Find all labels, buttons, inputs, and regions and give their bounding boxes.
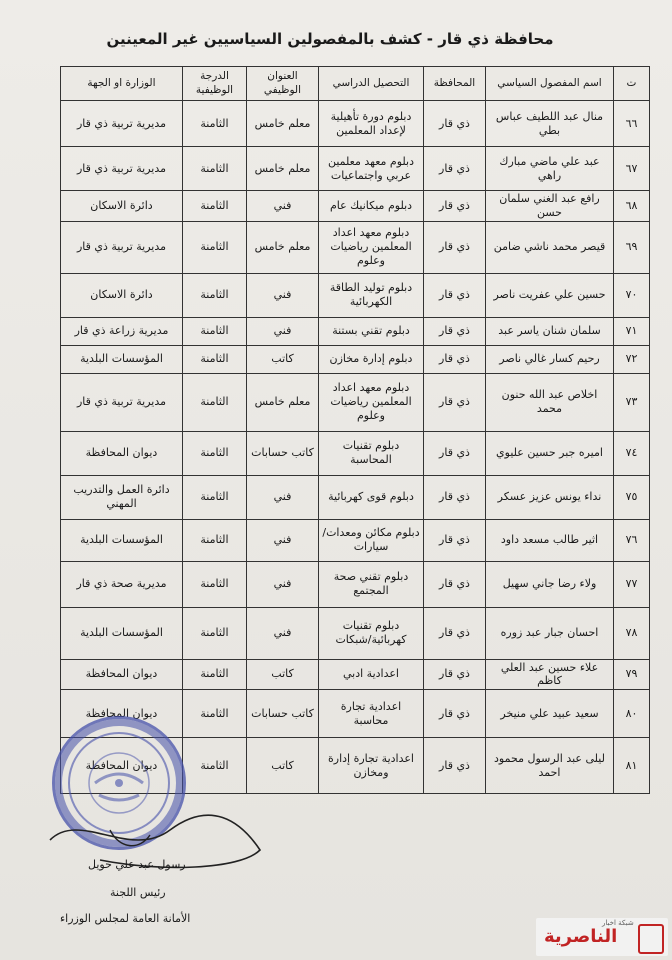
cell-governorate: ذي قار (424, 607, 486, 659)
cell-grade: الثامنة (183, 659, 247, 690)
table-row (61, 345, 650, 373)
cell-seq: ٧٨ (614, 607, 650, 659)
cell-grade: الثامنة (183, 101, 247, 147)
header-ministry: الوزارة او الجهة (61, 67, 183, 101)
cell-seq: ٧٣ (614, 373, 650, 431)
cell-seq: ٦٨ (614, 191, 650, 222)
cell-job-title: معلم خامس (247, 147, 319, 191)
cell-grade: الثامنة (183, 431, 247, 475)
cell-governorate: ذي قار (424, 373, 486, 431)
cell-grade: الثامنة (183, 273, 247, 317)
cell-seq: ٧٧ (614, 561, 650, 607)
watermark-brand: الناصرية (544, 926, 618, 947)
cell-name: عبد علي ماضي مبارك راهي (486, 147, 614, 191)
signature-role: رئيس اللجنة (110, 886, 166, 899)
cell-ministry: المؤسسات البلدية (61, 607, 183, 659)
cell-education: دبلوم تقني بستنة (319, 317, 424, 345)
cell-governorate: ذي قار (424, 475, 486, 519)
cell-education: اعدادية ادبي (319, 659, 424, 690)
cell-grade: الثامنة (183, 738, 247, 794)
cell-name: نداء يونس عزيز عسكر (486, 475, 614, 519)
cell-name: ليلى عبد الرسول محمود احمد (486, 738, 614, 794)
cell-job-title: فني (247, 191, 319, 222)
cell-education: دبلوم قوى كهربائية (319, 475, 424, 519)
cell-grade: الثامنة (183, 221, 247, 273)
cell-governorate: ذي قار (424, 317, 486, 345)
cell-seq: ٦٩ (614, 221, 650, 273)
cell-education: اعدادية تجارة محاسبة (319, 690, 424, 738)
cell-job-title: كاتب (247, 345, 319, 373)
cell-education: دبلوم معهد معلمين عربي واجتماعيات (319, 147, 424, 191)
table-row (61, 191, 650, 222)
cell-governorate: ذي قار (424, 431, 486, 475)
cell-ministry: مديرية تربية ذي قار (61, 147, 183, 191)
cell-name: رافع عبد الغني سلمان حسن (486, 191, 614, 222)
cell-name: اخلاص عبد الله حنون محمد (486, 373, 614, 431)
cell-seq: ٦٧ (614, 147, 650, 191)
cell-ministry: المؤسسات البلدية (61, 345, 183, 373)
cell-governorate: ذي قار (424, 690, 486, 738)
cell-seq: ٧١ (614, 317, 650, 345)
cell-ministry: مديرية زراعة ذي قار (61, 317, 183, 345)
cell-education: دبلوم تقنيات كهربائية/شبكات (319, 607, 424, 659)
cell-name: ولاء رضا جاني سهيل (486, 561, 614, 607)
cell-governorate: ذي قار (424, 101, 486, 147)
cell-grade: الثامنة (183, 345, 247, 373)
table-row (61, 561, 650, 607)
cell-education: دبلوم إدارة مخازن (319, 345, 424, 373)
cell-ministry: مديرية تربية ذي قار (61, 373, 183, 431)
cell-name: منال عبد اللطيف عباس بطي (486, 101, 614, 147)
table-row (61, 607, 650, 659)
cell-education: دبلوم دورة تأهيلية لإعداد المعلمين (319, 101, 424, 147)
cell-seq: ٧٤ (614, 431, 650, 475)
cell-name: حسين علي عفريت ناصر (486, 273, 614, 317)
cell-seq: ٧٦ (614, 519, 650, 561)
header-grade: الدرجة الوظيفية (183, 67, 247, 101)
signature-organization: الأمانة العامة لمجلس الوزراء (60, 912, 191, 925)
cell-education: دبلوم معهد اعداد المعلمين رياضيات وعلوم (319, 373, 424, 431)
cell-seq: ٦٦ (614, 101, 650, 147)
cell-name: اثير طالب مسعد داود (486, 519, 614, 561)
cell-governorate: ذي قار (424, 273, 486, 317)
table-row (61, 373, 650, 431)
cell-name: رحيم كسار غالي ناصر (486, 345, 614, 373)
cell-grade: الثامنة (183, 191, 247, 222)
cell-seq: ٨٠ (614, 690, 650, 738)
header-seq: ت (614, 67, 650, 101)
cell-seq: ٧٥ (614, 475, 650, 519)
cell-grade: الثامنة (183, 373, 247, 431)
cell-job-title: فني (247, 607, 319, 659)
cell-job-title: كاتب (247, 659, 319, 690)
table-row (61, 659, 650, 690)
cell-education: دبلوم معهد اعداد المعلمين رياضيات وعلوم (319, 221, 424, 273)
cell-ministry: مديرية تربية ذي قار (61, 101, 183, 147)
cell-job-title: فني (247, 317, 319, 345)
header-name: اسم المفصول السياسي (486, 67, 614, 101)
cell-ministry: مديرية تربية ذي قار (61, 221, 183, 273)
table-row (61, 101, 650, 147)
cell-ministry: دائرة الاسكان (61, 191, 183, 222)
cell-governorate: ذي قار (424, 738, 486, 794)
cell-job-title: معلم خامس (247, 221, 319, 273)
cell-name: سلمان شنان ياسر عبد (486, 317, 614, 345)
cell-education: دبلوم توليد الطاقة الكهربائية (319, 273, 424, 317)
cell-seq: ٧٠ (614, 273, 650, 317)
cell-education: اعدادية تجارة إدارة ومخازن (319, 738, 424, 794)
cell-grade: الثامنة (183, 147, 247, 191)
cell-ministry: دائرة العمل والتدريب المهني (61, 475, 183, 519)
header-education: التحصيل الدراسي (319, 67, 424, 101)
cell-job-title: كاتب (247, 738, 319, 794)
cell-education: دبلوم مكائن ومعدات/سيارات (319, 519, 424, 561)
cell-grade: الثامنة (183, 690, 247, 738)
cell-ministry: ديوان المحافظة (61, 690, 183, 738)
cell-governorate: ذي قار (424, 147, 486, 191)
cell-ministry: ديوان المحافظة (61, 431, 183, 475)
watermark-emblem-icon (638, 924, 664, 954)
cell-governorate: ذي قار (424, 345, 486, 373)
cell-governorate: ذي قار (424, 221, 486, 273)
cell-grade: الثامنة (183, 561, 247, 607)
cell-ministry: ديوان المحافظة (61, 738, 183, 794)
cell-job-title: معلم خامس (247, 101, 319, 147)
cell-name: سعيد عبيد علي منيخر (486, 690, 614, 738)
table-row (61, 431, 650, 475)
header-governorate: المحافظة (424, 67, 486, 101)
cell-name: احسان جبار عبد زوره (486, 607, 614, 659)
cell-job-title: فني (247, 273, 319, 317)
cell-job-title: كاتب حسابات (247, 690, 319, 738)
cell-ministry: دائرة الاسكان (61, 273, 183, 317)
cell-seq: ٧٢ (614, 345, 650, 373)
table-row (61, 273, 650, 317)
cell-seq: ٧٩ (614, 659, 650, 690)
table-row (61, 519, 650, 561)
cell-grade: الثامنة (183, 519, 247, 561)
document-title: محافظة ذي قار - كشف بالمفصولين السياسيين غير المعينين (106, 30, 554, 48)
header-job-title: العنوان الوظيفي (247, 67, 319, 101)
cell-governorate: ذي قار (424, 191, 486, 222)
cell-ministry: ديوان المحافظة (61, 659, 183, 690)
cell-name: اميره جبر حسين عليوي (486, 431, 614, 475)
cell-education: دبلوم تقنيات المحاسبة (319, 431, 424, 475)
cell-grade: الثامنة (183, 475, 247, 519)
cell-grade: الثامنة (183, 317, 247, 345)
cell-governorate: ذي قار (424, 519, 486, 561)
cell-job-title: فني (247, 519, 319, 561)
cell-name: علاء حسين عبد العلي كاظم (486, 659, 614, 690)
cell-job-title: كاتب حسابات (247, 431, 319, 475)
watermark-subtitle: شبكة اخبار (602, 919, 634, 927)
cell-governorate: ذي قار (424, 659, 486, 690)
cell-ministry: المؤسسات البلدية (61, 519, 183, 561)
table-row (61, 475, 650, 519)
dismissed-list-table (60, 66, 650, 794)
table-row (61, 147, 650, 191)
cell-job-title: فني (247, 475, 319, 519)
table-row (61, 317, 650, 345)
watermark-logo (536, 918, 668, 956)
table-row (61, 221, 650, 273)
cell-grade: الثامنة (183, 607, 247, 659)
cell-ministry: مديرية صحة ذي قار (61, 561, 183, 607)
cell-education: دبلوم تقني صحة المجتمع (319, 561, 424, 607)
cell-education: دبلوم ميكانيك عام (319, 191, 424, 222)
signature-name: رسول عبد علي حويل (88, 858, 186, 871)
cell-governorate: ذي قار (424, 561, 486, 607)
table-header-row (61, 67, 650, 101)
cell-job-title: معلم خامس (247, 373, 319, 431)
cell-seq: ٨١ (614, 738, 650, 794)
cell-job-title: فني (247, 561, 319, 607)
cell-name: قيصر محمد ناشي ضامن (486, 221, 614, 273)
